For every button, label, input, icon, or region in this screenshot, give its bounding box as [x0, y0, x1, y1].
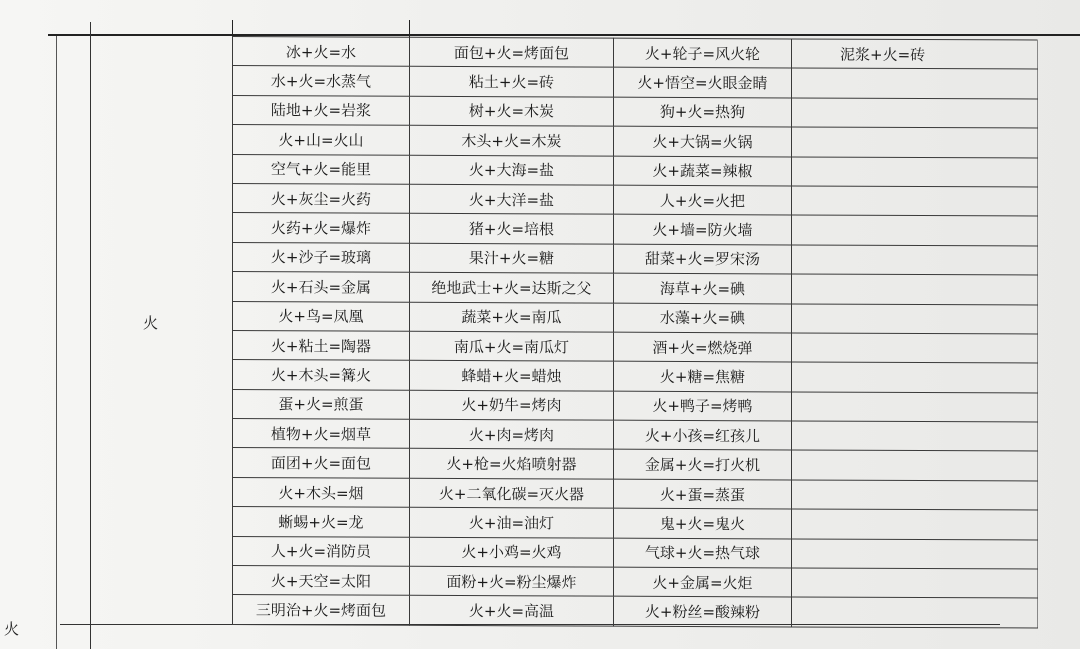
- recipe-cell: 陆地+火=岩浆: [233, 95, 410, 125]
- table-row: [233, 154, 1038, 187]
- recipe-cell: 蛋+火=煎蛋: [233, 389, 410, 419]
- left-border: [90, 22, 91, 649]
- recipe-cell: 果汁+火=糖: [410, 243, 614, 273]
- recipe-cell: 南瓜+火=南瓜灯: [410, 331, 614, 361]
- recipe-cell: 火+粘土=陶器: [233, 330, 410, 360]
- recipe-cell: 海草+火=碘: [614, 273, 792, 303]
- recipe-cell: [792, 303, 1038, 333]
- recipe-cell: 冰+火=水: [233, 37, 410, 67]
- recipe-cell: 粘土+火=砖: [410, 67, 614, 97]
- recipe-cell: 火+鸟=凤凰: [233, 301, 410, 331]
- recipe-cell: 狗+火=热狗: [614, 97, 792, 127]
- recipe-cell: 火+奶牛=烤肉: [410, 390, 614, 420]
- recipe-cell: 蜥蜴+火=龙: [233, 507, 410, 537]
- recipe-cell: [792, 362, 1038, 392]
- recipe-cell: 火+火=高温: [410, 596, 614, 626]
- left-edge-line: [56, 36, 57, 649]
- recipe-cell: 植物+火=烟草: [233, 419, 410, 449]
- recipe-cell: 甜菜+火=罗宋汤: [614, 244, 792, 274]
- recipe-cell: 火+悟空=火眼金睛: [614, 68, 792, 98]
- col-divider-top: [409, 20, 410, 38]
- recipe-cell: 火+小孩=红孩儿: [614, 420, 792, 450]
- recipe-cell: 金属+火=打火机: [614, 450, 792, 480]
- recipe-cell: 火药+火=爆炸: [233, 213, 410, 243]
- recipe-cell: 火+山=火山: [233, 125, 410, 155]
- recipe-cell: 蜂蜡+火=蜡烛: [410, 361, 614, 391]
- recipe-cell: 火+木头=篝火: [233, 360, 410, 390]
- table-row: [233, 242, 1038, 275]
- recipe-table: [232, 36, 1038, 628]
- recipe-cell: 火+石头=金属: [233, 272, 410, 302]
- recipe-cell: 火+鸭子=烤鸭: [614, 391, 792, 421]
- recipe-cell: 空气+火=能里: [233, 154, 410, 184]
- table-row: [233, 37, 1038, 70]
- recipe-cell: 火+小鸡=火鸡: [410, 537, 614, 567]
- recipe-cell: 鬼+火=鬼火: [614, 508, 792, 538]
- recipe-cell: 火+木头=烟: [233, 477, 410, 507]
- recipe-cell: [792, 333, 1038, 363]
- recipe-cell: 树+火=木炭: [410, 96, 614, 126]
- top-border: [48, 34, 1080, 36]
- recipe-cell: [792, 421, 1038, 451]
- table-row: [233, 183, 1038, 216]
- table-row: [233, 389, 1038, 422]
- recipe-cell: 人+火=消防员: [233, 536, 410, 566]
- table-row: [233, 448, 1038, 481]
- recipe-cell: 火+肉=烤肉: [410, 419, 614, 449]
- category-label-footer: 火: [4, 620, 20, 638]
- table-row: [233, 66, 1038, 99]
- recipe-cell: 三明治+火=烤面包: [233, 595, 410, 625]
- recipe-cell: 火+油=油灯: [410, 508, 614, 538]
- recipe-cell: 火+大洋=盐: [410, 184, 614, 214]
- recipe-cell: 泥浆+火=砖: [792, 39, 1038, 69]
- recipe-cell: [792, 215, 1038, 245]
- recipe-cell: 酒+火=燃烧弹: [614, 332, 792, 362]
- category-label-main: 火: [143, 314, 159, 332]
- table-row: [233, 360, 1038, 393]
- recipe-cell: 火+大海=盐: [410, 155, 614, 185]
- recipe-cell: [792, 186, 1038, 216]
- recipe-cell: [792, 509, 1038, 539]
- recipe-cell: 面粉+火=粉尘爆炸: [410, 566, 614, 596]
- recipe-cell: 猪+火=培根: [410, 214, 614, 244]
- table-row: [233, 595, 1038, 628]
- recipe-cell: 火+枪=火焰喷射器: [410, 449, 614, 479]
- recipe-cell: 火+蔬菜=辣椒: [614, 156, 792, 186]
- recipe-cell: [792, 392, 1038, 422]
- recipe-cell: [792, 568, 1038, 598]
- recipe-cell: [792, 480, 1038, 510]
- recipe-cell: [792, 274, 1038, 304]
- table-row: [233, 477, 1038, 510]
- recipe-cell: 火+大锅=火锅: [614, 126, 792, 156]
- recipe-cell: 人+火=火把: [614, 185, 792, 215]
- recipe-cell: 火+天空=太阳: [233, 566, 410, 596]
- recipe-cell: 气球+火=热气球: [614, 538, 792, 568]
- recipe-cell: [792, 127, 1038, 157]
- recipe-cell: 火+轮子=风火轮: [614, 38, 792, 68]
- recipe-cell: 面团+火=面包: [233, 448, 410, 478]
- recipe-cell: 火+金属=火炬: [614, 567, 792, 597]
- recipe-cell: [792, 597, 1038, 627]
- table-row: [233, 272, 1038, 305]
- table-row: [233, 301, 1038, 334]
- recipe-cell: 绝地武士+火=达斯之父: [410, 272, 614, 302]
- recipe-cell: 面包+火=烤面包: [410, 37, 614, 67]
- table-row: [233, 125, 1038, 158]
- recipe-cell: 火+粉丝=酸辣粉: [614, 597, 792, 627]
- recipe-cell: 火+沙子=玻璃: [233, 242, 410, 272]
- table-row: [233, 330, 1038, 363]
- recipe-cell: 水藻+火=碘: [614, 303, 792, 333]
- recipe-cell: 火+糖=焦糖: [614, 361, 792, 391]
- table-row: [233, 566, 1038, 599]
- recipe-cell: 蔬菜+火=南瓜: [410, 302, 614, 332]
- recipe-cell: 火+二氧化碳=灭火器: [410, 478, 614, 508]
- recipe-cell: 火+蛋=蒸蛋: [614, 479, 792, 509]
- table-row: [233, 213, 1038, 246]
- recipe-cell: 火+灰尘=火药: [233, 183, 410, 213]
- recipe-cell: [792, 245, 1038, 275]
- table-row: [233, 536, 1038, 569]
- recipe-cell: [792, 68, 1038, 98]
- recipe-cell: [792, 450, 1038, 480]
- table-row: [233, 95, 1038, 128]
- table-row: [233, 507, 1038, 540]
- table-row: [233, 419, 1038, 452]
- recipe-cell: [792, 157, 1038, 187]
- recipe-cell: [792, 98, 1038, 128]
- recipe-cell: 水+火=水蒸气: [233, 66, 410, 96]
- recipe-cell: 火+墙=防火墙: [614, 215, 792, 245]
- recipe-cell: 木头+火=木炭: [410, 125, 614, 155]
- recipe-cell: [792, 539, 1038, 569]
